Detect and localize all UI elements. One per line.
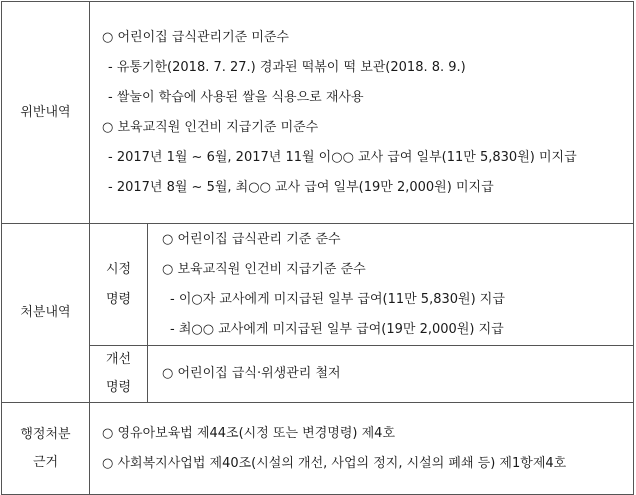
- legal-basis-row: [2, 403, 634, 495]
- legal-basis-header: [2, 403, 90, 495]
- correction-line: - 이○자 교사에게 미지급된 일부 급여(11만 5,830원) 지급: [170, 291, 505, 307]
- improvement-order-label-line2: 명령: [105, 380, 132, 395]
- violation-line: - 쌀눌이 학습에 사용된 쌀을 식용으로 재사용: [108, 89, 364, 105]
- improvement-order-label-line1: 개선: [105, 352, 132, 367]
- disposition-header: 처분내역: [2, 224, 90, 403]
- legal-basis-header-line2: 근거: [32, 454, 59, 470]
- legal-basis-line: ○ 사회복지사업법 제40조(시설의 개선, 사업의 정지, 시설의 폐쇄 등) 제1항제4호: [102, 455, 567, 471]
- legal-basis-content: [90, 403, 634, 495]
- improvement-order-row: [2, 346, 634, 403]
- violation-line: ○ 보육교직원 인건비 지급기준 미준수: [102, 119, 319, 135]
- improvement-line: ○ 어린이집 급식·위생관리 철저: [162, 366, 341, 381]
- correction-order-label: [90, 224, 148, 346]
- legal-basis-header-line1: 행정처분: [20, 426, 71, 442]
- improvement-order-label: [90, 346, 148, 403]
- correction-order-content: [148, 224, 634, 346]
- violation-line: ○ 어린이집 급식관리기준 미준수: [102, 29, 289, 45]
- improvement-order-content: [148, 346, 634, 403]
- correction-line: ○ 보육교직원 인건비 지급기준 준수: [162, 261, 366, 277]
- correction-order-row: [2, 224, 634, 346]
- correction-order-label-line1: 시정: [105, 261, 132, 277]
- correction-line: - 최○○ 교사에게 미지급된 일부 급여(19만 2,000원) 지급: [170, 321, 504, 337]
- violations-content: [90, 2, 634, 224]
- disposition-table: [1, 1, 634, 495]
- violations-header: 위반내역: [2, 2, 90, 224]
- correction-order-label-line2: 명령: [105, 291, 132, 307]
- correction-line: ○ 어린이집 급식관리 기준 준수: [162, 231, 341, 247]
- violations-row: [2, 2, 634, 224]
- violation-line: - 유통기한(2018. 7. 27.) 경과된 떡볶이 떡 보관(2018. 8. 9.): [108, 59, 466, 75]
- violation-line: - 2017년 1월 ~ 6월, 2017년 11월 이○○ 교사 급여 일부(11만 5,830원) 미지급: [108, 149, 577, 165]
- violation-line: - 2017년 8월 ~ 5월, 최○○ 교사 급여 일부(19만 2,000원) 미지급: [108, 179, 494, 195]
- legal-basis-line: ○ 영유아보육법 제44조(시정 또는 변경명령) 제4호: [102, 425, 396, 441]
